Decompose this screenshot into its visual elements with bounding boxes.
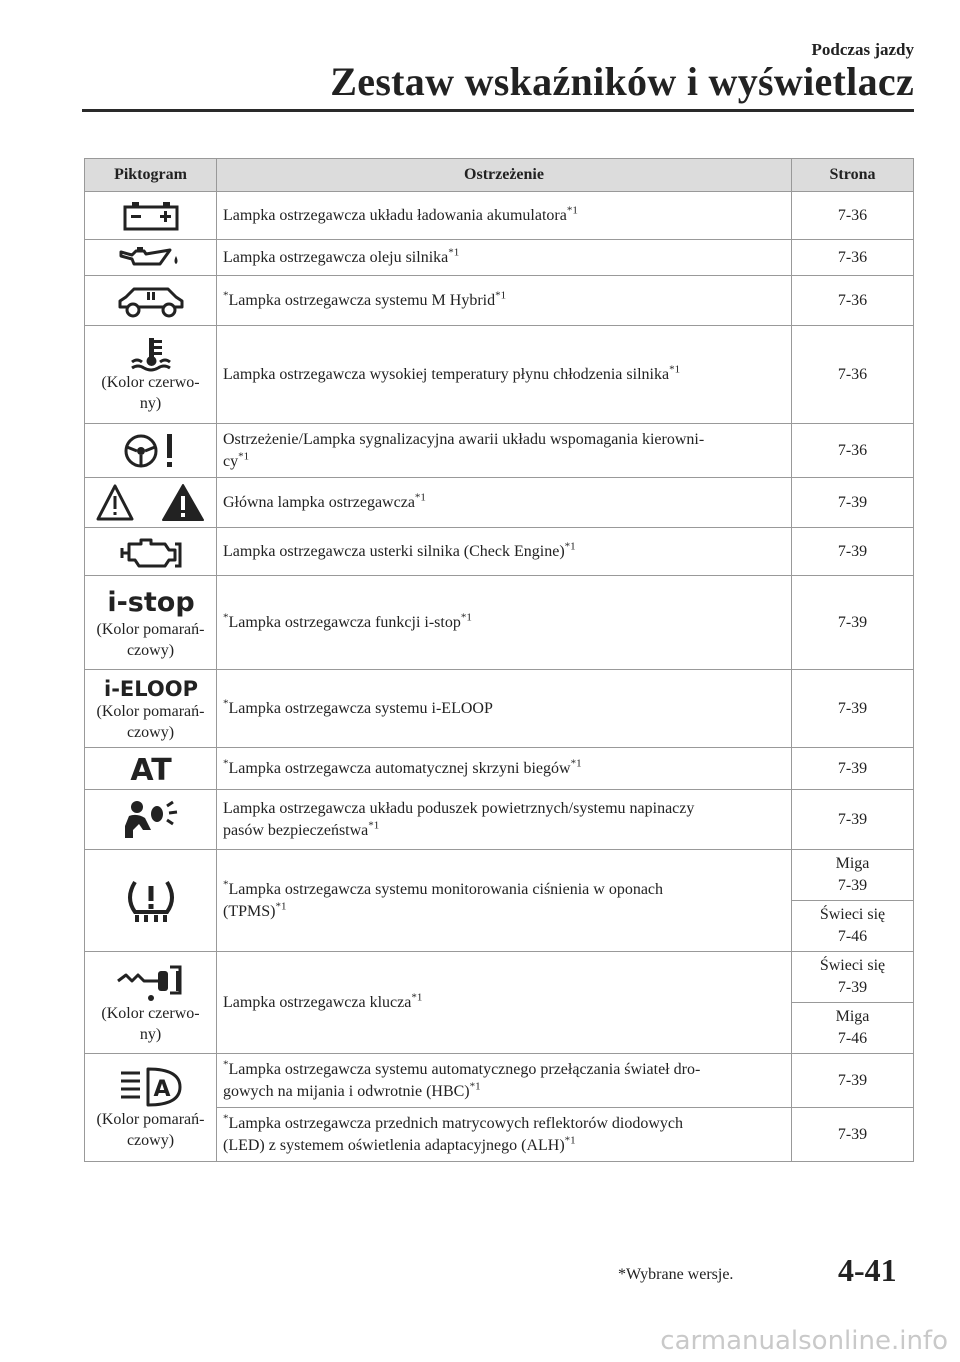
page-reference: 7-39 [792,478,914,528]
page-reference: 7-36 [792,326,914,424]
table-body [85,192,914,1162]
pictogram-cell [85,276,217,326]
at-icon-label: AT [129,752,172,788]
warning-cell [217,670,792,748]
asterisk-marker: * [223,1112,229,1125]
warning-description: Lampka ostrzegawcza systemu i-ELOOP [228,699,493,717]
footnote-marker: *1 [460,611,472,624]
table-row [85,952,914,1003]
column-header-warning: Ostrzeżenie [217,159,792,192]
footnote-marker: *1 [669,363,681,376]
warning-description: Lampka ostrzegawcza systemu monitorowania ciśnienia w oponach (TPMS) [223,880,664,920]
page-reference: 7-39 [792,790,914,850]
page-number: 4-41 [838,1252,897,1288]
page-title: Zestaw wskaźników i wyświetlacz [330,59,914,104]
table-row [85,528,914,576]
warning-cell [217,478,792,528]
i-eloop-icon-label: i-ELOOP [103,676,198,701]
asterisk-marker: * [223,289,229,302]
color-note: (Kolor czerwo- ny) [101,1004,200,1043]
footnote-marker: *1 [368,819,380,832]
page-reference-text: Miga 7-46 [835,1008,870,1047]
footnote-marker: *1 [469,1080,481,1093]
svg-text:A: A [152,1076,171,1102]
pictogram-cell [85,326,217,424]
pictogram-cell [85,576,217,670]
header-divider [82,109,914,112]
m-hybrid-car-icon [87,283,214,319]
table-row [85,576,914,670]
pictogram-cell [85,240,217,276]
page-reference: 7-36 [792,276,914,326]
page-reference: 7-39 [792,748,914,790]
page-reference: 7-36 [792,192,914,240]
page-reference [792,952,914,1003]
page-reference: 7-39 [792,1108,914,1162]
asterisk-marker: * [223,697,229,710]
warning-cell [217,952,792,1054]
i-stop-icon-label: i-stop [106,586,195,618]
i-stop-icon [87,585,214,619]
page-reference: 7-39 [792,576,914,670]
asterisk-marker: * [223,878,229,891]
footnote-marker: *1 [495,289,507,302]
footnote: *Wybrane wersje. [618,1266,734,1283]
table-row [85,850,914,901]
pictogram-cell [85,670,217,748]
warning-cell [217,240,792,276]
page-reference-text: Miga 7-39 [835,855,870,894]
warning-cell [217,276,792,326]
warning-cell [217,528,792,576]
warning-description: Lampka ostrzegawcza automatycznej skrzyni biegów [228,759,571,777]
asterisk-marker: * [223,611,229,624]
page-reference: 7-39 [792,670,914,748]
pictogram-cell [85,192,217,240]
warning-description: Lampka ostrzegawcza usterki silnika (Check Engine) [223,542,565,560]
page-reference [792,1003,914,1054]
pictogram-cell [85,478,217,528]
asterisk-marker: * [223,757,229,770]
warning-description: Lampka ostrzegawcza klucza [223,993,412,1011]
section-heading: Podczas jazdy [811,40,914,59]
footnote-marker: *1 [448,246,460,259]
battery-icon [87,201,214,231]
oil-can-icon [87,245,214,271]
column-header-page: Strona [792,159,914,192]
color-note: (Kolor pomarań- czowy) [96,1110,205,1149]
warning-description: Lampka ostrzegawcza przednich matrycowych reflektorów diodowych (LED) z systemem oświetlenia adaptacyjnego (ALH) [223,1114,683,1154]
table-row [85,790,914,850]
page-reference: 7-39 [792,528,914,576]
table-row [85,1054,914,1108]
warning-description: Lampka ostrzegawcza układu poduszek powietrznych/systemu napinaczy pasów bezpieczeństwa [223,799,695,839]
warning-description: Lampka ostrzegawcza systemu M Hybrid [228,291,496,309]
table-row [85,192,914,240]
warning-description: Główna lampka ostrzegawcza [223,493,415,511]
pictogram-cell [85,1054,217,1162]
warning-cell [217,576,792,670]
asterisk-marker: * [223,1058,229,1071]
master-warning-icon [87,483,214,523]
table-row [85,276,914,326]
page-reference-text: Świeci się 7-39 [819,957,886,996]
warning-description: Lampka ostrzegawcza systemu automatycznego przełączania świateł dro- gowych na mijania i odwrotnie (HBC) [223,1060,701,1100]
pictogram-cell [85,748,217,790]
i-eloop-icon [87,675,214,701]
automatic-transmission-icon [87,752,214,788]
color-note: (Kolor czerwo- ny) [101,373,200,412]
check-engine-icon [87,534,214,570]
warning-cell [217,424,792,478]
table-header-row [85,159,914,192]
color-note: (Kolor pomarań- czowy) [96,702,205,741]
airbag-icon [87,800,214,840]
footnote-marker: *1 [414,491,426,504]
page-reference: 7-36 [792,240,914,276]
column-header-pictogram: Piktogram [85,159,217,192]
footnote-marker: *1 [275,900,287,913]
table-row [85,748,914,790]
footnote-marker: *1 [564,1134,576,1147]
page-reference-text: Świeci się 7-46 [819,906,886,945]
footnote-marker: *1 [411,991,423,1004]
warning-description: Lampka ostrzegawcza oleju silnika [223,248,449,266]
key-warning-icon [87,961,214,1003]
watermark: carmanualsonline.info [660,1326,948,1356]
tpms-icon [87,878,214,924]
auto-headlight-icon [87,1065,214,1109]
warning-cell [217,790,792,850]
warning-lights-table [84,158,914,1162]
warning-description: Lampka ostrzegawcza układu ładowania akumulatora [223,206,567,224]
pictogram-cell [85,850,217,952]
page-reference [792,850,914,901]
steering-wheel-warning-icon [87,431,214,471]
warning-cell [217,1054,792,1108]
table-row [85,240,914,276]
footnote-marker: *1 [570,757,582,770]
pictogram-cell [85,952,217,1054]
page-reference [792,901,914,952]
warning-cell [217,326,792,424]
warning-description: Lampka ostrzegawcza funkcji i-stop [228,613,461,631]
page-reference: 7-36 [792,424,914,478]
footnote-marker: *1 [238,450,250,463]
warning-cell [217,1108,792,1162]
table-row [85,326,914,424]
footnote-marker: *1 [566,204,578,217]
pictogram-cell [85,528,217,576]
table-row [85,478,914,528]
color-note: (Kolor pomarań- czowy) [96,620,205,659]
warning-description: Lampka ostrzegawcza wysokiej temperatury płynu chłodzenia silnika [223,365,670,383]
warning-cell [217,850,792,952]
table-row [85,424,914,478]
pictogram-cell [85,790,217,850]
page-reference: 7-39 [792,1054,914,1108]
coolant-temperature-icon [87,336,214,372]
table-row [85,670,914,748]
warning-cell [217,192,792,240]
warning-description: Ostrzeżenie/Lampka sygnalizacyjna awarii układu wspomagania kierowni- cy [223,430,705,470]
footnote-marker: *1 [564,540,576,553]
pictogram-cell [85,424,217,478]
warning-cell [217,748,792,790]
